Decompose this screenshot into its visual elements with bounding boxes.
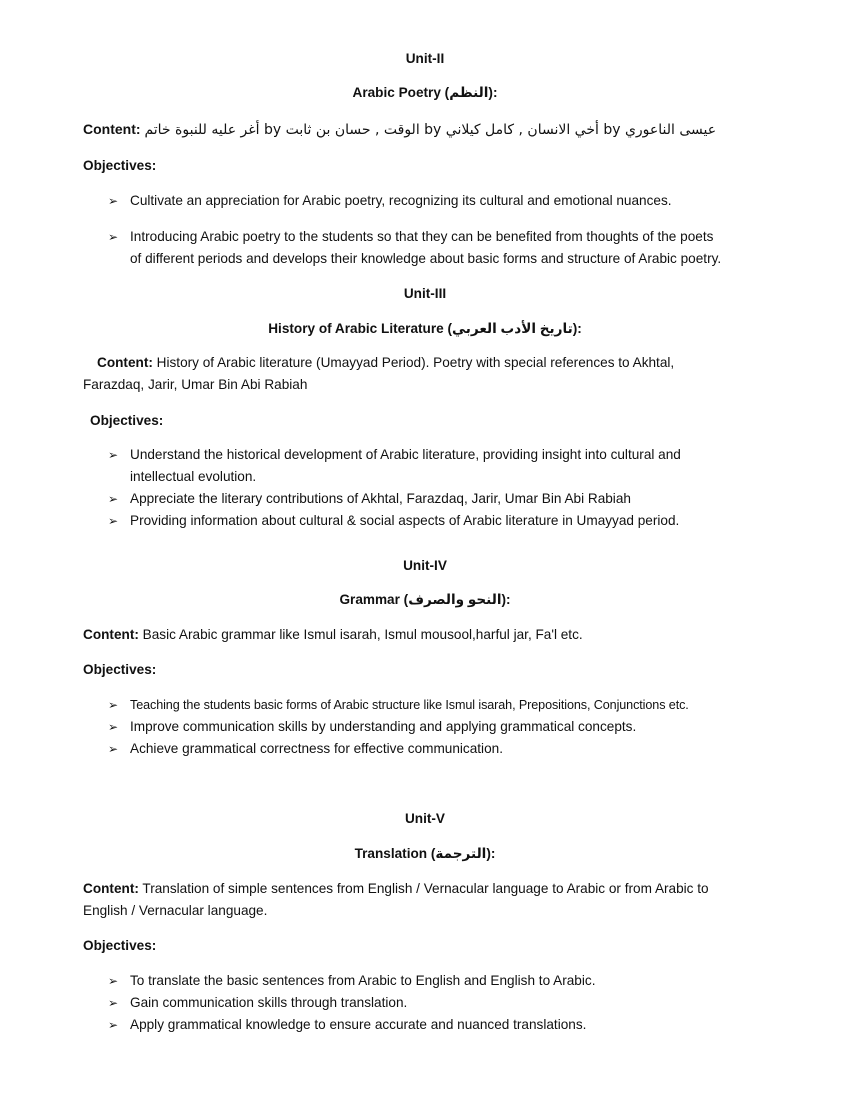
bullet-icon: ➢ <box>108 194 119 208</box>
unit4-content-text: Basic Arabic grammar like Ismul isarah, Ismul mousool,harful jar, Fa'l etc. <box>138 627 583 642</box>
unit3-bullet-2: Appreciate the literary contributions of Akhtal, Farazdaq, Jarir, Umar Bin Abi Rabiah <box>130 491 631 506</box>
unit2-content-arabic: عيسى الناعوري by أخي الانسان , كامل كيلاني by الوقت , حسان بن ثابت by أغر عليه للنبوة خاتم <box>144 122 717 138</box>
bullet-icon: ➢ <box>108 448 119 462</box>
unit4-objectives-label: Objectives: <box>83 662 157 677</box>
unit2-bullet-1: Cultivate an appreciation for Arabic poetry, recognizing its cultural and emotional nuances. <box>130 193 672 208</box>
unit4-bullet-2: Improve communication skills by understanding and applying grammatical concepts. <box>130 719 637 734</box>
unit3-content-label: Content: <box>97 355 153 370</box>
unit2-heading: Unit-II <box>405 51 445 66</box>
unit5-bullet-2: Gain communication skills through translation. <box>130 995 408 1010</box>
unit4-bullet-3: Achieve grammatical correctness for effective communication. <box>130 741 503 756</box>
unit5-title: Translation (الترجمة): <box>354 846 496 861</box>
unit3-objectives-label: Objectives: <box>90 413 164 428</box>
unit4-title: Grammar (النحو والصرف): <box>339 592 511 607</box>
unit3-content-text1: History of Arabic literature (Umayyad Period). Poetry with special references to Akhtal, <box>152 355 675 370</box>
unit4-content-label: Content: <box>83 627 139 642</box>
unit5-content-line1 <box>83 880 709 898</box>
unit2-bullet-2: Introducing Arabic poetry to the students so that they can be benefited from thoughts of the poets <box>130 229 714 244</box>
bullet-icon: ➢ <box>108 514 119 528</box>
unit3-content-line1 <box>97 354 674 372</box>
unit3-bullet-1-cont: intellectual evolution. <box>130 469 257 484</box>
unit2-title: Arabic Poetry (النظم): <box>352 85 498 100</box>
unit3-title: History of Arabic Literature (تاريخ الأدب العربي): <box>268 321 582 336</box>
unit2-content-label: Content: <box>83 121 141 137</box>
unit5-content-line2: English / Vernacular language. <box>83 903 268 918</box>
bullet-icon: ➢ <box>108 996 119 1010</box>
unit5-content-label: Content: <box>83 881 139 896</box>
unit5-bullet-1: To translate the basic sentences from Arabic to English and English to Arabic. <box>130 973 596 988</box>
bullet-icon: ➢ <box>108 492 119 506</box>
bullet-icon: ➢ <box>108 1018 119 1032</box>
bullet-icon: ➢ <box>108 720 119 734</box>
unit5-objectives-label: Objectives: <box>83 938 157 953</box>
unit2-content <box>83 120 716 139</box>
unit2-objectives-label: Objectives: <box>83 158 157 173</box>
unit3-content-line2: Farazdaq, Jarir, Umar Bin Abi Rabiah <box>83 377 308 392</box>
bullet-icon: ➢ <box>108 742 119 756</box>
unit5-content-text1: Translation of simple sentences from English / Vernacular language to Arabic or from Arabic to <box>138 881 709 896</box>
unit4-content <box>83 626 583 644</box>
unit2-bullet-2-cont: of different periods and develops their knowledge about basic forms and structure of Arabic poetry. <box>130 251 722 266</box>
bullet-icon: ➢ <box>108 698 119 712</box>
unit5-heading: Unit-V <box>404 811 446 826</box>
unit3-bullet-1: Understand the historical development of Arabic literature, providing insight into cultural and <box>130 447 681 462</box>
bullet-icon: ➢ <box>108 974 119 988</box>
unit3-heading: Unit-III <box>403 286 447 301</box>
unit4-heading: Unit-IV <box>403 558 447 573</box>
unit3-bullet-3: Providing information about cultural & social aspects of Arabic literature in Umayyad period. <box>130 513 680 528</box>
unit4-bullet-1: Teaching the students basic forms of Arabic structure like Ismul isarah, Prepositions, Conjunctions etc. <box>130 698 689 712</box>
unit5-bullet-3: Apply grammatical knowledge to ensure accurate and nuanced translations. <box>130 1017 587 1032</box>
bullet-icon: ➢ <box>108 230 119 244</box>
